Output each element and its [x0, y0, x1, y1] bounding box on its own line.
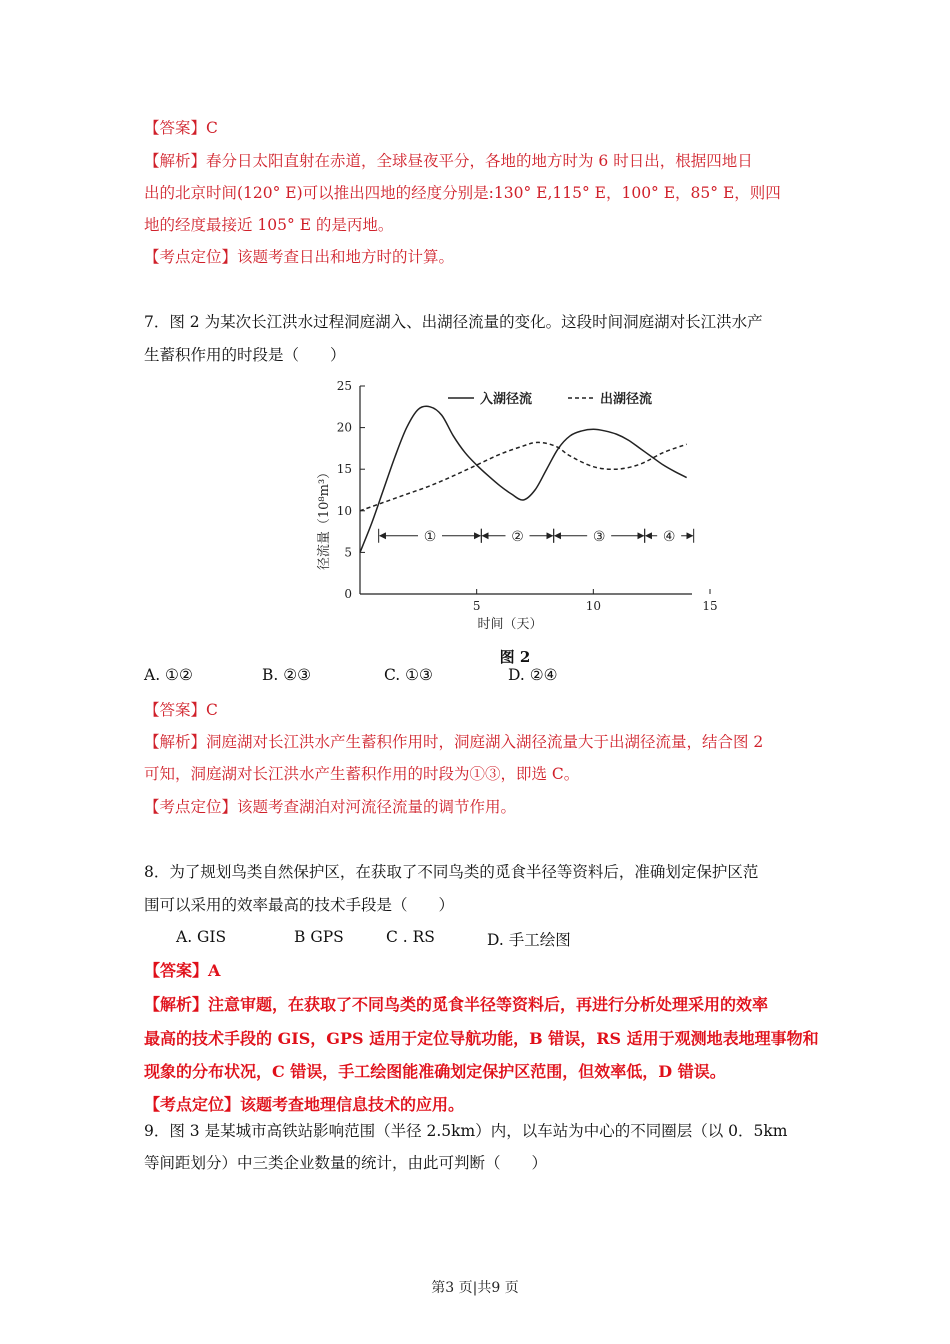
- legend-label: 出湖径流: [600, 392, 653, 407]
- interval-label: ②: [511, 528, 524, 545]
- chart-axes: [360, 386, 692, 594]
- q7-analysis-line-1: 【解析】洞庭湖对长江洪水产生蓄积作用时，洞庭湖入湖径流量大于出湖径流量，结合图 2: [144, 733, 764, 751]
- chart-intervals: [379, 529, 694, 545]
- q6-analysis-line-3: 地的经度最接近 105° E 的是丙地。: [144, 216, 394, 234]
- q8-question-line-2: 围可以采用的效率最高的技术手段是（ ）: [144, 896, 455, 914]
- q8-option-b: B GPS: [294, 928, 344, 946]
- q7-analysis-line-2: 可知，洞庭湖对长江洪水产生蓄积作用的时段为①③，即选 C。: [144, 765, 580, 783]
- chart-x-axis-label: 时间（天）: [477, 617, 543, 632]
- q9-question-line-2: 等间距划分）中三类企业数量的统计，由此可判断（ ）: [144, 1154, 548, 1172]
- q7-option-a: A. ①②: [144, 666, 193, 684]
- interval-label: ①: [423, 528, 437, 545]
- interval-label: ③: [592, 528, 606, 545]
- x-tick-label: 10: [585, 599, 601, 613]
- chart-ticks: [337, 379, 718, 613]
- q7-point: 【考点定位】该题考查湖泊对河流径流量的调节作用。: [144, 798, 517, 816]
- y-tick-label: 15: [336, 462, 352, 477]
- q7-option-d: D. ②④: [508, 666, 558, 684]
- y-tick-label: 10: [336, 503, 352, 518]
- chart-legend: [448, 391, 652, 407]
- y-tick-label: 5: [344, 545, 352, 560]
- x-tick-label: 5: [472, 599, 481, 613]
- q8-point: 【考点定位】该题考查地理信息技术的应用。: [144, 1095, 465, 1114]
- q9-question-line-1: 9．图 3 是某城市高铁站影响范围（半径 2.5km）内，以车站为中心的不同圈层（以 0．5km: [144, 1122, 788, 1140]
- page-footer: 第3 页|共9 页: [431, 1280, 519, 1296]
- q8-question-line-1: 8．为了规划鸟类自然保护区，在获取了不同鸟类的觅食半径等资料后，准确划定保护区范: [144, 863, 759, 881]
- q8-analysis-line-3: 现象的分布状况，C 错误，手工绘图能准确划定保护区范围，但效率低，D 错误。: [144, 1062, 726, 1081]
- q6-point: 【考点定位】该题考查日出和地方时的计算。: [144, 248, 455, 266]
- x-tick-label: 15: [702, 599, 718, 613]
- q8-option-c: C . RS: [386, 928, 435, 946]
- q8-option-d: D. 手工绘图: [487, 931, 571, 949]
- q8-option-a: A. GIS: [176, 928, 227, 946]
- q7-answer: 【答案】C: [144, 701, 218, 719]
- y-tick-label: 20: [336, 420, 352, 435]
- chart-y-axis-label: 径流量（10⁸m³）: [317, 465, 332, 571]
- y-tick-label: 0: [344, 587, 352, 601]
- q7-option-c: C. ①③: [384, 666, 433, 684]
- q8-analysis-line-1: 【解析】注意审题，在获取了不同鸟类的觅食半径等资料后，再进行分析处理采用的效率: [144, 995, 769, 1014]
- q7-question-line-1: 7．图 2 为某次长江洪水过程洞庭湖入、出湖径流量的变化。这段时间洞庭湖对长江洪水产: [144, 313, 763, 331]
- interval-label: ④: [662, 528, 676, 545]
- runoff-line-chart: [300, 372, 730, 672]
- q7-option-b: B. ②③: [262, 666, 312, 684]
- q8-analysis-line-2: 最高的技术手段的 GIS，GPS 适用于定位导航功能，B 错误，RS 适用于观测地表地理事物和: [144, 1029, 819, 1048]
- q6-analysis-line-2: 出的北京时间(120° E)可以推出四地的经度分别是:130° E,115° E，100° E，85° E，则四: [144, 184, 781, 202]
- q6-answer: 【答案】C: [144, 119, 218, 137]
- q7-question-line-2: 生蓄积作用的时段是（ ）: [144, 346, 346, 364]
- q8-answer: 【答案】A: [144, 961, 221, 980]
- q6-analysis-line-1: 【解析】春分日太阳直射在赤道，全球昼夜平分，各地的地方时为 6 时日出，根据四地日: [144, 152, 753, 170]
- legend-label: 入湖径流: [480, 392, 533, 407]
- y-tick-label: 25: [336, 379, 352, 393]
- chart-title: 图 2: [499, 648, 531, 666]
